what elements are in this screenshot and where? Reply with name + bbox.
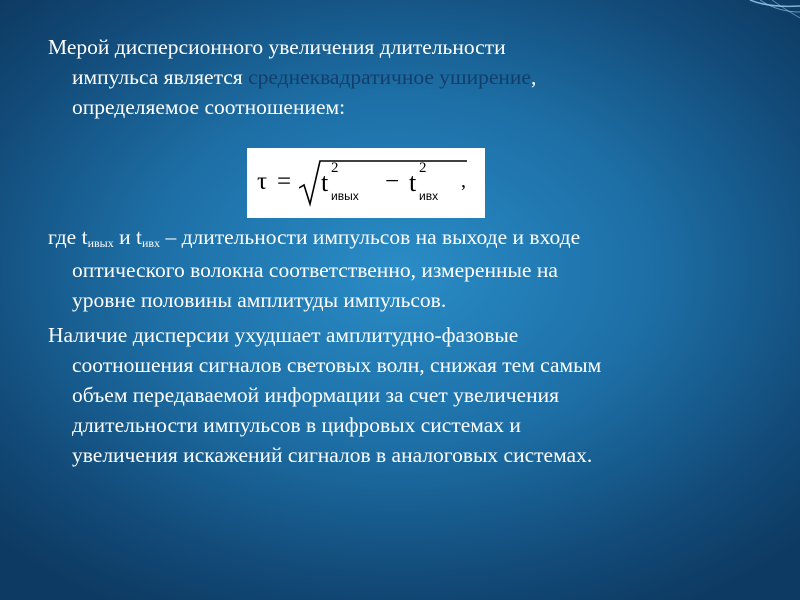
effect-line-2: соотношения сигналов световых волн, снижая тем самым bbox=[72, 353, 602, 377]
formula-comma: , bbox=[461, 170, 466, 192]
dispersion-effect-paragraph bbox=[48, 320, 748, 470]
formula-t-out: t bbox=[321, 168, 329, 197]
variables-text-start: где t bbox=[48, 225, 88, 249]
output-subscript: ивых bbox=[87, 236, 114, 250]
effect-line-5: увеличения искажений сигналов в аналоговых системах. bbox=[72, 443, 593, 467]
formula-equals: = bbox=[277, 168, 292, 195]
formula-minus: − bbox=[385, 168, 400, 195]
highlighted-term: среднеквадратичное уширение bbox=[248, 65, 531, 89]
definition-line-3: определяемое соотношением: bbox=[72, 95, 346, 119]
definition-line-1: Мерой дисперсионного увеличения длительности bbox=[48, 35, 506, 59]
formula-t-in-exponent: 2 bbox=[419, 160, 427, 176]
variables-line-1 bbox=[48, 225, 580, 249]
effect-line-3: объем передаваемой информации за счет увеличения bbox=[72, 383, 559, 407]
formula-t-out-exponent: 2 bbox=[331, 160, 339, 176]
definition-paragraph bbox=[48, 32, 748, 122]
variables-text-end: – длительности импульсов на выходе и входе bbox=[160, 225, 581, 249]
variables-line-3: уровне половины амплитуды импульсов. bbox=[72, 288, 447, 312]
input-subscript: ивх bbox=[141, 236, 161, 250]
rms-broadening-formula bbox=[247, 148, 485, 218]
variables-text-mid: и t bbox=[113, 225, 142, 249]
definition-comma: , bbox=[530, 65, 537, 89]
formula-t-out-subscript: ивых bbox=[331, 189, 359, 203]
formula-t-in: t bbox=[409, 168, 417, 197]
definition-text: импульса является bbox=[72, 65, 249, 89]
variables-paragraph bbox=[48, 222, 748, 315]
formula-tau: τ bbox=[257, 168, 268, 195]
definition-line-2 bbox=[48, 62, 748, 92]
effect-line-4: длительности импульсов в цифровых системах и bbox=[72, 413, 521, 437]
effect-line-1: Наличие дисперсии ухудшает амплитудно-фазовые bbox=[48, 323, 519, 347]
formula-t-in-subscript: ивх bbox=[419, 189, 439, 203]
variables-line-2: оптического волокна соответственно, измеренные на bbox=[72, 258, 558, 282]
corner-decoration bbox=[710, 0, 800, 30]
